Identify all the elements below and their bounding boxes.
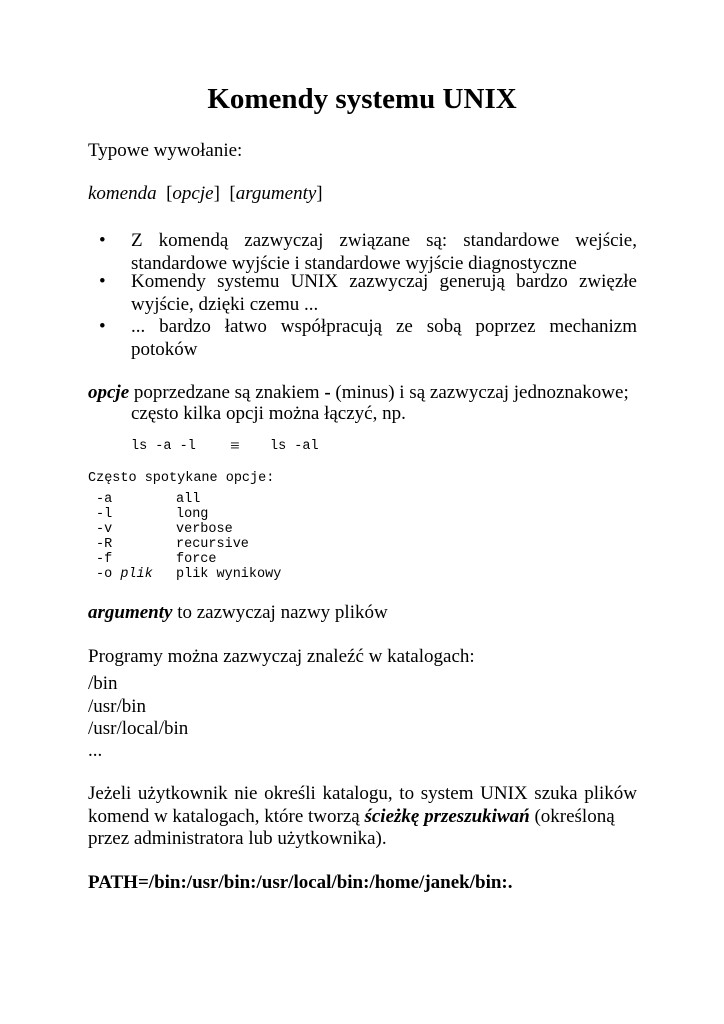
- path-paragraph-line2: komend w katalogach, które tworzą ścieżkę przeszukiwań (określoną: [88, 806, 615, 827]
- usage-arguments: argumenty: [235, 183, 317, 204]
- bracket-open: [: [229, 183, 236, 204]
- bullet-marker: •: [99, 230, 106, 251]
- bracket-close: ]: [213, 183, 220, 204]
- option-flag: -a: [96, 492, 113, 507]
- list-item: Z komendą zazwyczaj związane są: standardowe wejście, standardowe wyjście i standardowe wyjście diagnostyczne: [131, 230, 637, 274]
- usage-options: opcje: [172, 183, 214, 204]
- equivalence-symbol: ≡: [230, 436, 240, 455]
- dash-symbol: -: [324, 382, 331, 403]
- directory-item: ...: [88, 740, 103, 761]
- usage-syntax: [88, 182, 323, 205]
- page-title: Komendy systemu UNIX: [207, 83, 517, 115]
- options-description-line2: często kilka opcji można łączyć, np.: [131, 403, 406, 424]
- directory-item: /usr/bin: [88, 696, 147, 717]
- option-desc: long: [176, 507, 209, 522]
- list-item: ... bardzo łatwo współpracują ze sobą poprzez mechanizm potoków: [131, 316, 637, 360]
- arguments-term: argumenty: [88, 602, 173, 623]
- arguments-description: argumenty to zazwyczaj nazwy plików: [88, 602, 388, 623]
- option-desc: plik wynikowy: [176, 567, 282, 582]
- option-desc: recursive: [176, 537, 249, 552]
- path-paragraph-line3: przez administratora lub użytkownika).: [88, 828, 387, 849]
- option-flag: -v: [96, 522, 113, 537]
- programs-heading: Programy można zazwyczaj znaleźć w katalogach:: [88, 646, 475, 667]
- usage-command: komenda: [88, 183, 157, 204]
- list-item: Komendy systemu UNIX zazwyczaj generują bardzo zwięzłe wyjście, dzięki czemu ...: [131, 271, 637, 315]
- bracket-open: [: [166, 183, 173, 204]
- option-desc: all: [176, 492, 201, 507]
- directory-item: /bin: [88, 673, 118, 694]
- path-example: PATH=/bin:/usr/bin:/usr/local/bin:/home/janek/bin:.: [88, 872, 513, 893]
- options-description-line1: opcje poprzedzane są znakiem - (minus) i są zazwyczaj jednoznakowe;: [88, 382, 629, 403]
- option-flag: -l: [96, 507, 113, 522]
- bracket-close: ]: [316, 183, 323, 204]
- option-desc: verbose: [176, 522, 233, 537]
- example-right: ls -al: [270, 439, 319, 454]
- bullet-marker: •: [99, 271, 106, 292]
- example-left: ls -a -l: [131, 439, 196, 454]
- option-flag-arg: plik: [120, 567, 153, 582]
- path-paragraph-line1: Jeżeli użytkownik nie określi katalogu, to system UNIX szuka plików: [88, 783, 637, 804]
- usage-heading: Typowe wywołanie:: [88, 140, 243, 161]
- option-desc: force: [176, 552, 217, 567]
- option-flag: -R: [96, 537, 113, 552]
- options-term: opcje: [88, 382, 130, 403]
- option-flag: -o plik: [96, 567, 153, 582]
- common-options-heading: Często spotykane opcje:: [88, 471, 275, 486]
- option-flag: -f: [96, 552, 113, 567]
- search-path-term: ścieżkę przeszukiwań: [364, 806, 530, 827]
- directory-item: /usr/local/bin: [88, 718, 189, 739]
- bullet-marker: •: [99, 316, 106, 337]
